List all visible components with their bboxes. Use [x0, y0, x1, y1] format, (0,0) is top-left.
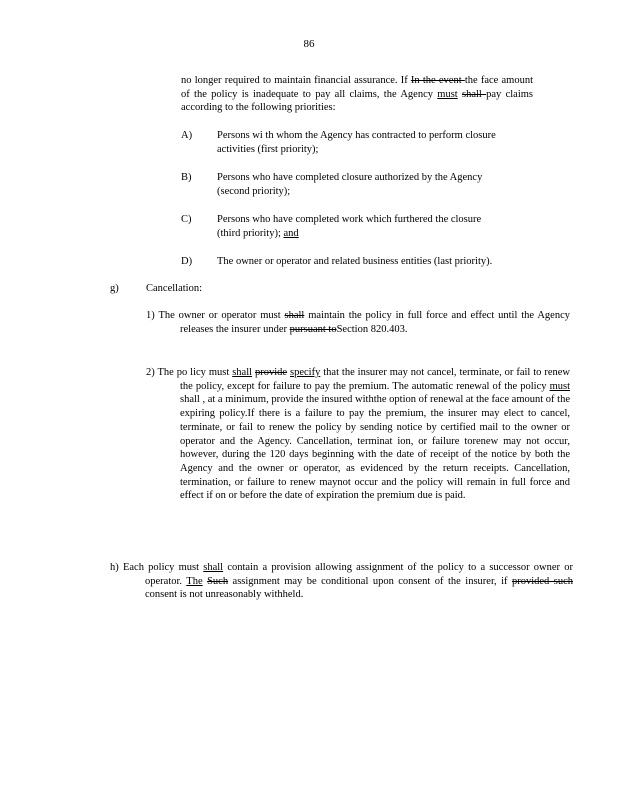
priority-b-first: Persons who have completed closure authorized by the Agency — [217, 172, 483, 183]
g2-inserted-1: shall — [232, 367, 253, 378]
g1-text-3: Section 820.403. — [336, 323, 408, 335]
priority-a-rest: activities (first priority); — [217, 143, 319, 155]
priority-c — [181, 213, 541, 240]
g2-text-1: The po licy must — [157, 367, 233, 378]
priority-a — [181, 129, 541, 156]
priority-c-label: C) — [181, 214, 192, 225]
h-text-4: assignment may be conditional upon consent of the insurer, if — [228, 575, 512, 587]
g1-struck-1: shall — [284, 310, 305, 321]
priority-b — [181, 171, 541, 198]
priority-a-first: Persons wi th whom the Agency has contracted to perform closure — [217, 130, 496, 141]
intro-text-2: the face amount of the policy is inadequate to pay all claims, the Agency — [181, 75, 533, 100]
priority-c-rest: (third priority); — [217, 227, 284, 239]
g2-inserted-2: specify — [290, 367, 321, 378]
priority-d — [181, 255, 541, 269]
g2-label: 2) — [146, 367, 155, 378]
intro-struck-1: In the event — [410, 75, 465, 86]
g2-text-4: that the insurer may not cancel, terminate, or fail to renew the policy, except for failure to pay the premium. The automatic renewal of the policy — [180, 367, 571, 392]
priority-b-rest: (second priority); — [217, 185, 291, 197]
intro-struck-2: shall — [462, 88, 487, 100]
section-h-label: h) — [110, 562, 119, 573]
h-text-5: consent is not unreasonably withheld. — [145, 589, 304, 601]
h-inserted-1: shall — [203, 562, 224, 573]
g1-struck-2: pursuant to — [289, 323, 337, 335]
section-g-label: g) — [110, 283, 119, 294]
h-text-1: Each policy must — [122, 562, 204, 573]
intro-text-4: pay claims according to the following priorities: — [181, 88, 533, 114]
section-h-paragraph — [110, 561, 573, 602]
g1-text-1: The owner or operator must — [158, 310, 285, 321]
intro-text-1: no longer required to maintain financial assurance. If — [181, 75, 411, 86]
page-number: 86 — [303, 38, 315, 50]
priority-c-first: Persons who have completed work which furthered the closure — [217, 214, 482, 225]
section-g-title: Cancellation: — [146, 283, 202, 294]
g1-text-2: maintain the policy in full force and effect until the Agency releases the insurer under — [180, 310, 571, 335]
priority-c-inserted: and — [283, 227, 299, 239]
h-text-2: contain a provision allowing assignment of the policy to a successor owner or operator. — [145, 562, 573, 587]
priority-d-first: The owner or operator and related business entities (last priority). — [217, 256, 493, 267]
priority-a-label: A) — [181, 130, 193, 141]
h-struck-1: Such — [207, 575, 229, 587]
g2-struck-1: provide — [254, 367, 288, 378]
g2-inserted-3: must — [549, 380, 570, 392]
priority-d-label: D) — [181, 256, 193, 267]
h-struck-2: provided such — [511, 575, 573, 587]
g1-label: 1) — [146, 310, 155, 321]
intro-inserted-1: must — [437, 88, 458, 100]
g2-text-5: shall , at a minimum, provide the insured withthe option of renewal at the face amount of the expiring policy.If there is a failure to pay the premium, the insurer may elect to cancel, terminate, or fail to renew the policy by sending notice by certified mail to the owner or operator and the Agency. Cancellation, terminat ion, or failure torenew may not occur, however, during the 120 days beginning with the date of receipt of the notice by both the Agency and the owner or operator, as evidenced by the return receipts. Cancellation, termination, or failure to renew maynot occur and the policy will remain in full force and effect if on or before the date of expiration the premium due is paid. — [180, 394, 570, 502]
h-inserted-2: The — [186, 575, 203, 587]
priority-b-label: B) — [181, 172, 192, 183]
section-g-item-2 — [146, 366, 570, 503]
intro-paragraph — [181, 74, 533, 115]
section-g-item-1 — [146, 309, 570, 336]
section-g-heading — [110, 283, 202, 294]
